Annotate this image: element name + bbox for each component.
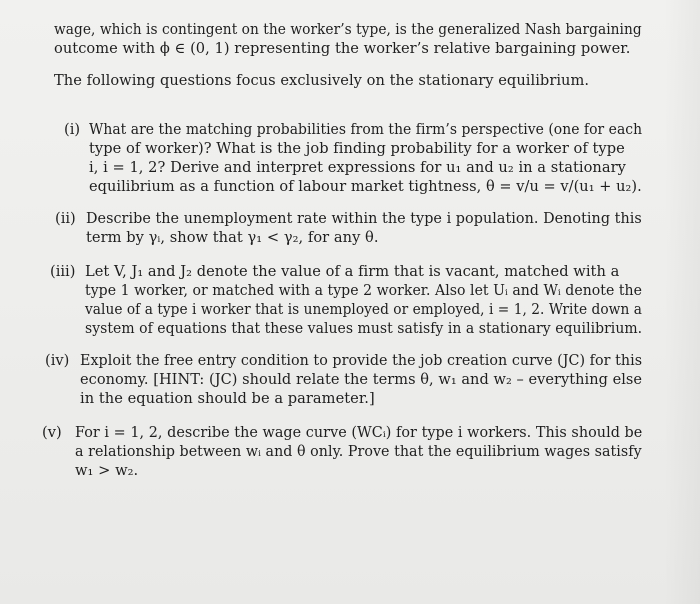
question-label: (iv) — [45, 352, 70, 369]
question-label: (v) — [42, 424, 62, 441]
question-line: Let V, J₁ and J₂ denote the value of a firm that is vacant, matched with a — [85, 263, 620, 280]
question-line: i, i = 1, 2? Derive and interpret expressions for u₁ and u₂ in a stationary — [89, 159, 626, 176]
question-line: a relationship between wᵢ and θ only. Prove that the equilibrium wages satisfy — [75, 443, 642, 460]
question-line: type of worker)? What is the job finding probability for a worker of type — [89, 140, 625, 157]
question-label: (i) — [64, 121, 81, 138]
question-label: (iii) — [50, 263, 76, 280]
question-line: term by γᵢ, show that γ₁ < γ₂, for any θ. — [86, 229, 379, 246]
question-label: (ii) — [55, 210, 76, 227]
question-line: What are the matching probabilities from the firm’s perspective (one for each — [89, 121, 643, 138]
page-edge-shadow — [664, 0, 700, 604]
question-line: equilibrium as a function of labour market tightness, θ = v/u = v/(u₁ + u₂). — [89, 178, 642, 195]
question-line: economy. [HINT: (JC) should relate the terms θ, w₁ and w₂ – everything else — [80, 371, 643, 388]
question-line: system of equations that these values must satisfy in a stationary equilibrium. — [85, 320, 643, 337]
question-line: w₁ > w₂. — [75, 462, 139, 479]
intro-line: wage, which is contingent on the worker’s type, is the generalized Nash bargaining — [54, 21, 642, 38]
question-line: Describe the unemployment rate within the type i population. Denoting this — [86, 210, 642, 227]
question-line: type 1 worker, or matched with a type 2 worker. Also let Uᵢ and Wᵢ denote the — [85, 282, 642, 299]
question-line: For i = 1, 2, describe the wage curve (WCᵢ) for type i workers. This should be — [75, 424, 643, 441]
intro-focus: The following questions focus exclusively on the stationary equilibrium. — [54, 72, 590, 89]
question-line: value of a type i worker that is unemployed or employed, i = 1, 2. Write down a — [85, 301, 642, 318]
question-line: in the equation should be a parameter.] — [80, 390, 375, 407]
question-line: Exploit the free entry condition to provide the job creation curve (JC) for this — [80, 352, 643, 369]
intro-line: outcome with ϕ ∈ (0, 1) representing the worker’s relative bargaining power. — [54, 40, 631, 57]
